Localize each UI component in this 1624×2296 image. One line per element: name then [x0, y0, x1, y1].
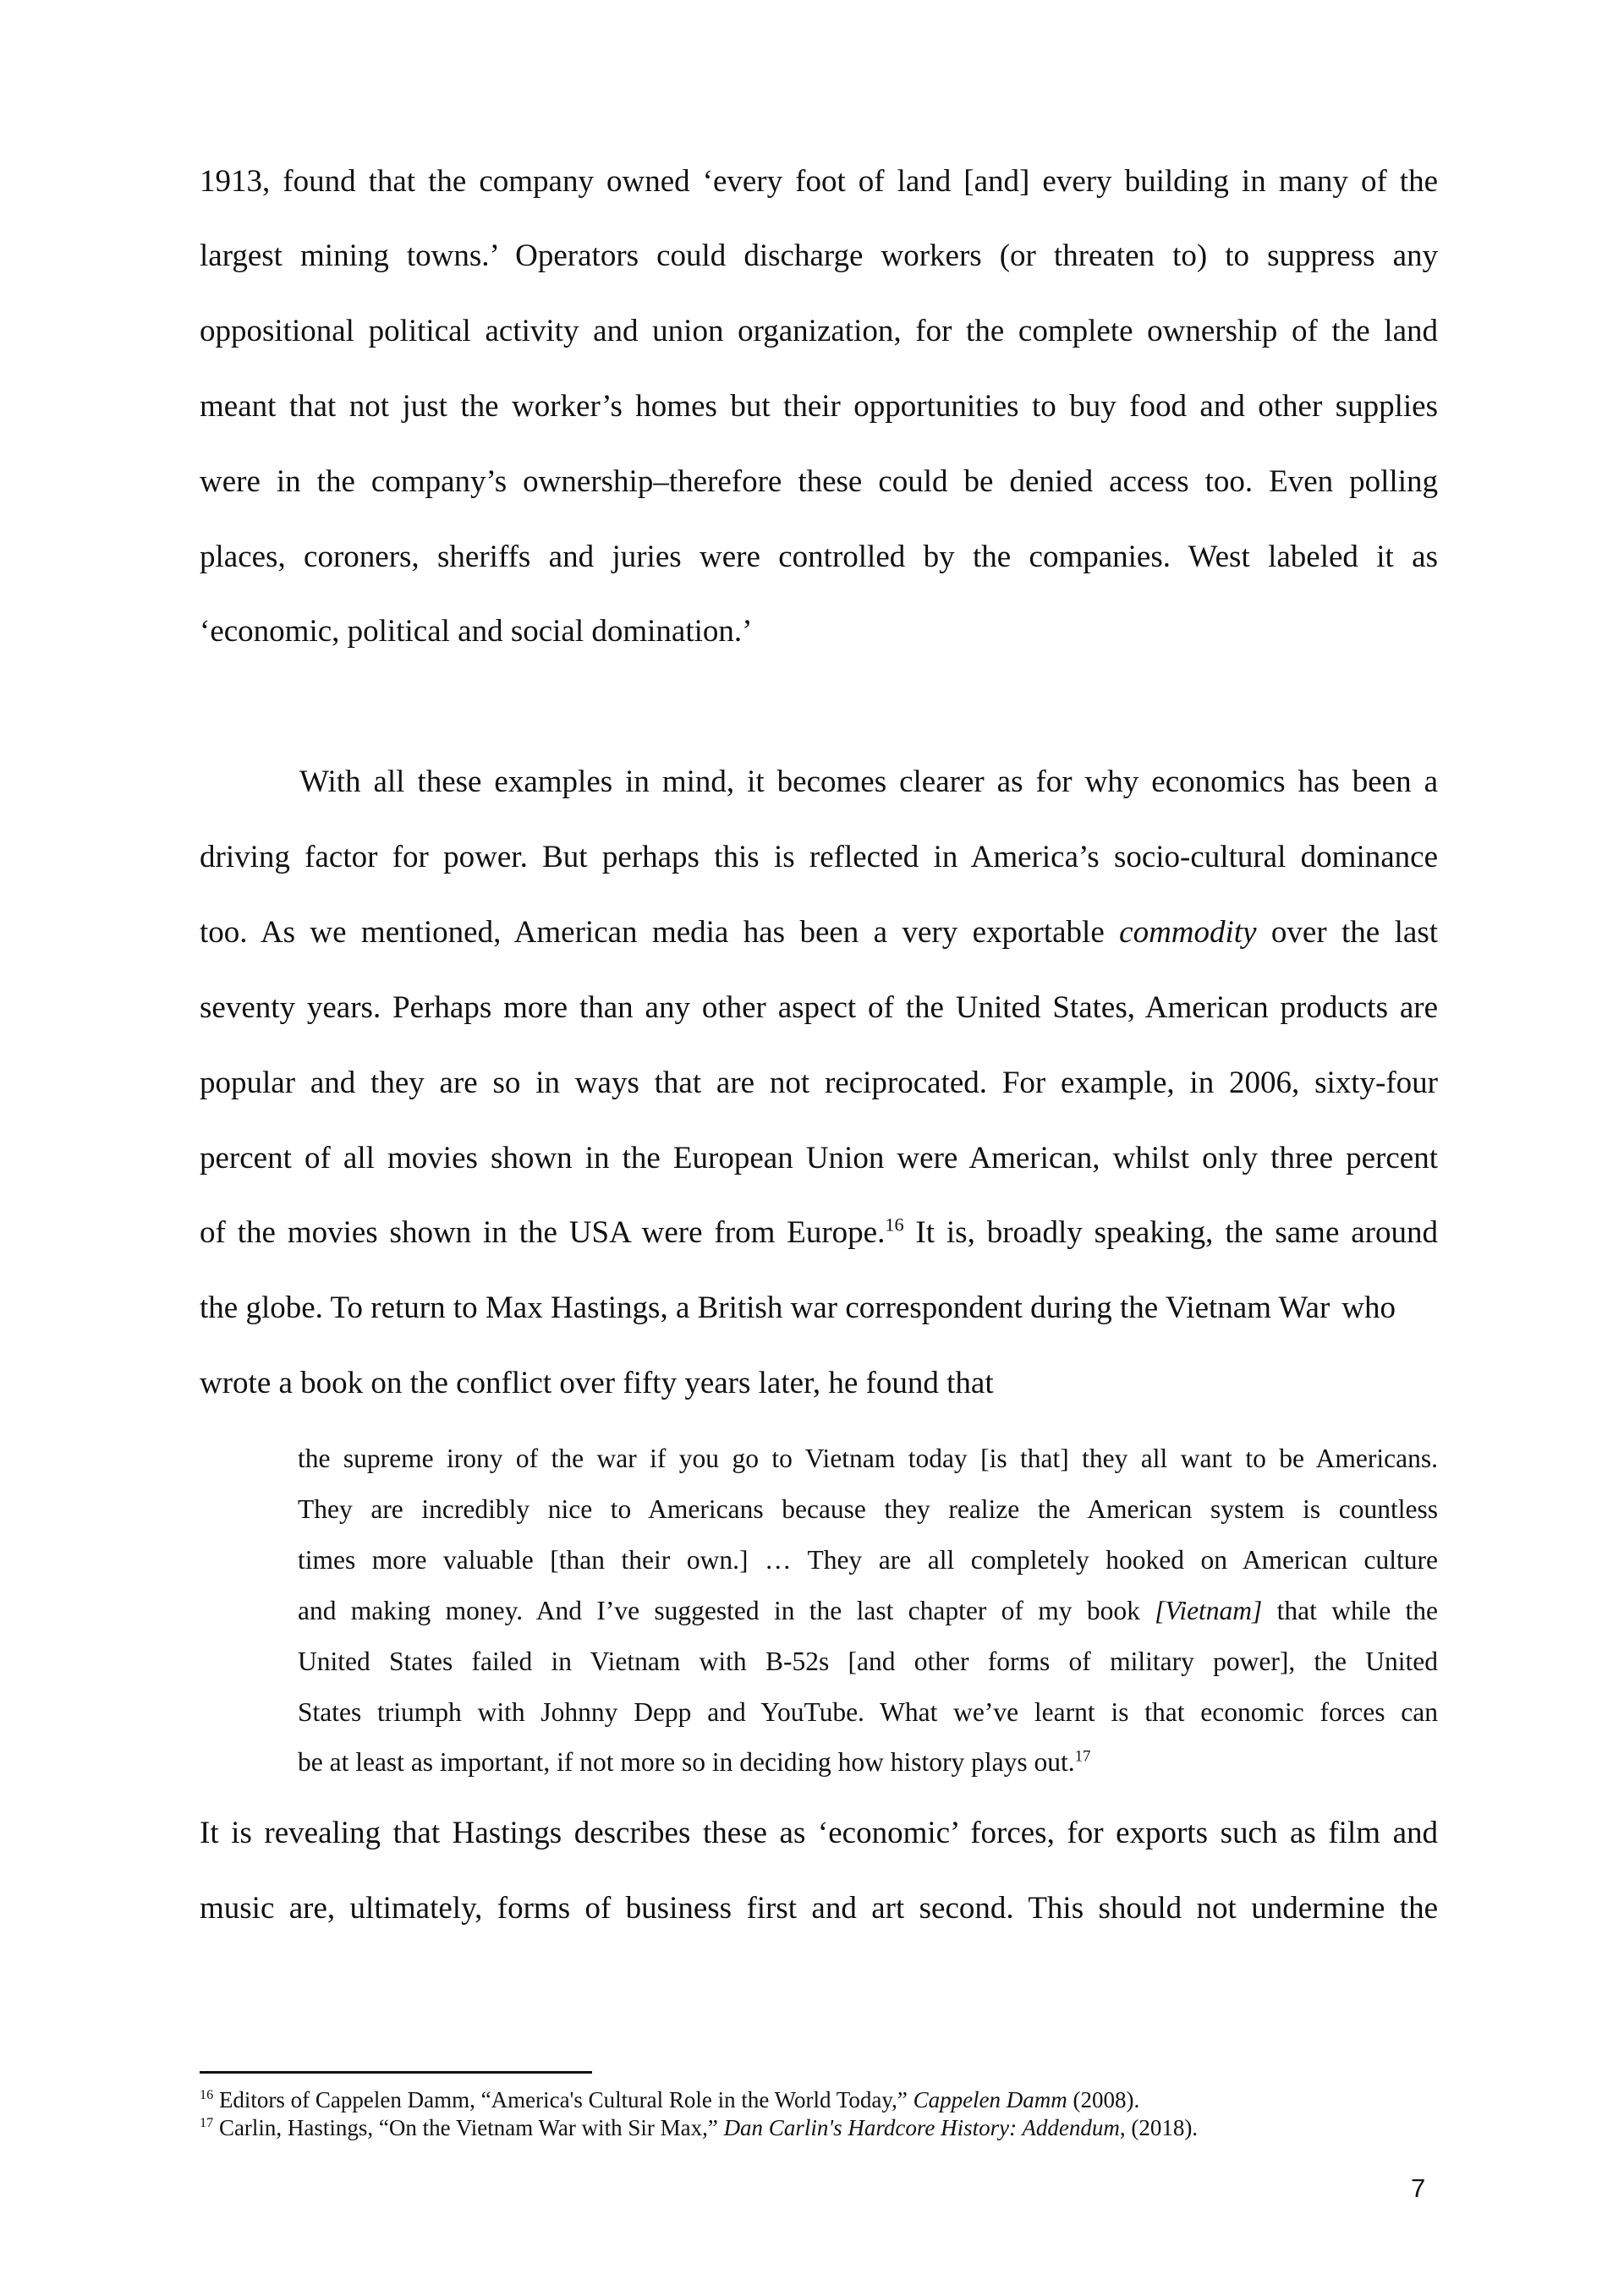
text-line: wrote a book on the conflict over fifty years later, he found that [200, 1366, 994, 1400]
footnote-text: Carlin, Hastings, “On the Vietnam War with Sir Max,” [213, 2115, 724, 2140]
page-number: 7 [1411, 2173, 1426, 2203]
text-line: were in the company’s ownership–therefore these could be denied access too. Even polling [200, 464, 1438, 499]
text-segment: the globe. To return to Max Hastings, a British war correspondent during the Vietnam War [200, 1290, 1330, 1325]
footnote-separator [200, 2071, 592, 2074]
text-segment: over the last [1256, 915, 1439, 950]
quote-line: States triumph with Johnny Depp and YouTube. What we’ve learnt is that economic forces can [298, 1697, 1438, 1727]
footnote-17 [200, 2114, 1198, 2141]
text-line: popular and they are so in ways that are not reciprocated. For example, in 2006, sixty-four [200, 1066, 1438, 1100]
text-segment: be at least as important, if not more so in deciding how history plays out. [298, 1747, 1075, 1777]
footnote-16 [200, 2086, 1139, 2113]
quote-line [298, 1745, 1438, 1779]
footnote-text: Editors of Cappelen Damm, “America's Cultural Role in the World Today,” [213, 2087, 914, 2112]
text-line [200, 914, 1438, 951]
footnote-ref-17: 17 [1074, 1747, 1091, 1766]
text-line: percent of all movies shown in the European Union were American, whilst only three percent [200, 1141, 1438, 1175]
text-line: seventy years. Perhaps more than any other aspect of the United States, American products are [200, 990, 1438, 1025]
text-line [200, 1290, 1438, 1327]
quote-line: They are incredibly nice to Americans because they realize the American system is countless [298, 1494, 1438, 1524]
text-segment: that while the [1262, 1596, 1438, 1625]
italic-title: [Vietnam] [1155, 1596, 1263, 1625]
footnote-ref-16: 16 [885, 1214, 904, 1236]
quote-line: the supreme irony of the war if you go to Vietnam today [is that] they all want to be Americans. [298, 1444, 1438, 1473]
text-line: music are, ultimately, forms of business first and art second. This should not undermine the [200, 1891, 1438, 1926]
quote-line [298, 1594, 1438, 1628]
text-line: places, coroners, sheriffs and juries were controlled by the companies. West labeled it as [200, 540, 1438, 574]
quote-line: times more valuable [than their own.] … They are all completely hooked on American culture [298, 1545, 1438, 1575]
footnote-text: (2008). [1067, 2087, 1140, 2112]
footnote-source: Dan Carlin's Hardcore History: Addendum [723, 2115, 1120, 2140]
text-segment: and making money. And I’ve suggested in the last chapter of my book [298, 1596, 1155, 1625]
footnote-number: 16 [200, 2087, 214, 2102]
text-line: It is revealing that Hastings describes these as ‘economic’ forces, for exports such as film and [200, 1816, 1438, 1850]
text-line: 1913, found that the company owned ‘every foot of land [and] every building in many of the [200, 164, 1438, 199]
footnote-text: , (2018). [1119, 2115, 1199, 2140]
text-line: driving factor for power. But perhaps this is reflected in America’s socio-cultural dominance [200, 840, 1438, 874]
text-segment: of the movies shown in the USA were from Europe. [200, 1215, 886, 1250]
text-segment: who [1341, 1290, 1396, 1325]
text-segment: too. As we mentioned, American media has been a very exportable [200, 915, 1120, 950]
text-line: With all these examples in mind, it becomes clearer as for why economics has been a [299, 764, 1438, 799]
text-line [200, 1214, 1438, 1252]
quote-line: United States failed in Vietnam with B-52s [and other forms of military power], the United [298, 1647, 1438, 1676]
italic-term: commodity [1119, 915, 1257, 950]
text-line: oppositional political activity and union organization, for the complete ownership of the land [200, 314, 1438, 348]
footnote-number: 17 [200, 2115, 214, 2130]
text-line: ‘economic, political and social domination.’ [200, 614, 753, 649]
footnote-source: Cappelen Damm [913, 2087, 1067, 2112]
text-line: largest mining towns.’ Operators could discharge workers (or threaten to) to suppress any [200, 238, 1438, 273]
text-line: meant that not just the worker’s homes but their opportunities to buy food and other supplies [200, 389, 1438, 424]
text-segment: It is, broadly speaking, the same around [903, 1215, 1439, 1250]
